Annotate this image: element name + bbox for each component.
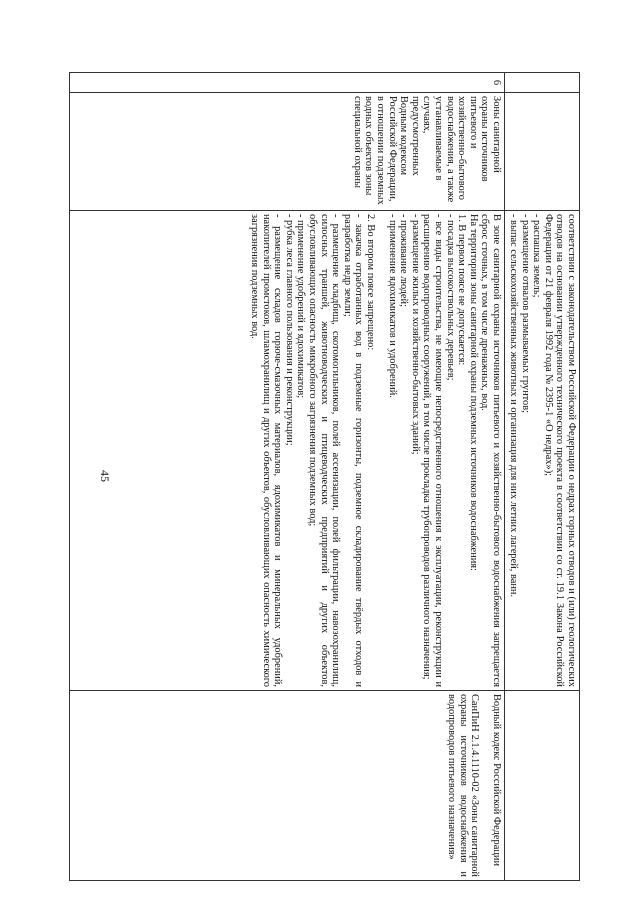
content-line: - распашка земель; <box>531 214 543 298</box>
content-line: В зоне санитарной охраны источников питьевого и хозяйственно-бытового водоснабжения запрещается сброс сточных, в том числе дренажных, вод. <box>479 214 502 687</box>
legal-basis-line: Водный кодекс Российской Федерации <box>491 694 502 867</box>
content-line: - размещение отвалов размываемых грунтов; <box>519 214 531 414</box>
row-number-cell <box>505 73 580 93</box>
belt1-line: - размещение жилых и хозяйственно-бытовых зданий; <box>409 214 421 455</box>
rotated-landscape-sheet <box>70 72 580 880</box>
belt2-line: - закачка отработанных вод в подземные горизонты, подземное складирование твёрдых отходов и разработка недр земли; <box>341 214 365 687</box>
belt1-line: 1. В первом поясе не допускается: <box>456 214 468 366</box>
table-row-continued <box>505 73 580 881</box>
belt1-line: - применение ядохимикатов и удобрений. <box>386 214 398 398</box>
belt2-line: - рубка леса главного пользования и реконструкции; <box>283 214 295 446</box>
belt2-line: - размещение складов горюче-смазочных материалов, ядохимикатов и минеральных удобрений, накопителей промстоков, шламохранилищ и других объектов, обусловливающих опасность химического загрязнения подземных вод. <box>249 214 284 687</box>
belt1-line: - проживание людей; <box>398 214 410 307</box>
legal-basis-line: СанПиН 2.1.4.1110-02 «Зоны санитарной охраны источников водоснабжения и водопроводов питьевого назначения» <box>446 694 481 877</box>
content-line: На территории зоны санитарной охраны подземных источников водоснабжения: <box>467 214 479 571</box>
page-number: 45 <box>98 470 112 482</box>
legal-basis-cell <box>70 691 505 881</box>
legal-basis-cell <box>505 691 580 881</box>
belt2-line: - размещение кладбищ, скотомогильников, полей ассенизации, полей фильтрации, навозохранилищ, силосных траншей, животноводческих и птицеводческих предприятий и других объектов, обусловливающих опасность микробного загрязнения подземных вод; <box>307 214 342 687</box>
spacer <box>480 694 490 877</box>
content-line: соответствии с законодательством Российской Федерации о недрах горных отводов и (или) геологических отводов на основании утвержденного технического проекта в соответствии со ст. 19.1 Закона Российской Федерации от 21 февраля 1992 года № 2395-1 «О недрах»); <box>542 214 577 687</box>
row-number: 6 <box>70 73 505 93</box>
belt2-line: - применение удобрений и ядохимикатов; <box>295 214 307 399</box>
restrictions-table <box>69 72 580 881</box>
belt2-line: 2. Во втором поясе запрещено: <box>365 214 377 351</box>
belt1-line: - посадка высокоствольных деревьев; <box>444 214 456 381</box>
table-row-6 <box>70 73 505 881</box>
zone-name: Зоны санитарной охраны источников питьевого и хозяйственно-бытового водоснабжения, а также устанавливаемые в случаях, предусмотренных Водным кодексом Российской Федерации, в отношении подземных водных объектов зоны специальной охраны <box>70 93 505 211</box>
zone-name-cell <box>505 93 580 211</box>
restrictions-cell <box>505 211 580 691</box>
belt1-line: - все виды строительства, не имеющие непосредственного отношения к эксплуатации, реконструкции и расширению водопроводных сооружений, в том числе прокладка трубопроводов различного назначения; <box>421 214 445 687</box>
spacer <box>376 214 386 687</box>
content-line: - выпас сельскохозяйственных животных и организация для них летних лагерей, ванн. <box>508 214 520 598</box>
restrictions-cell <box>70 211 505 691</box>
